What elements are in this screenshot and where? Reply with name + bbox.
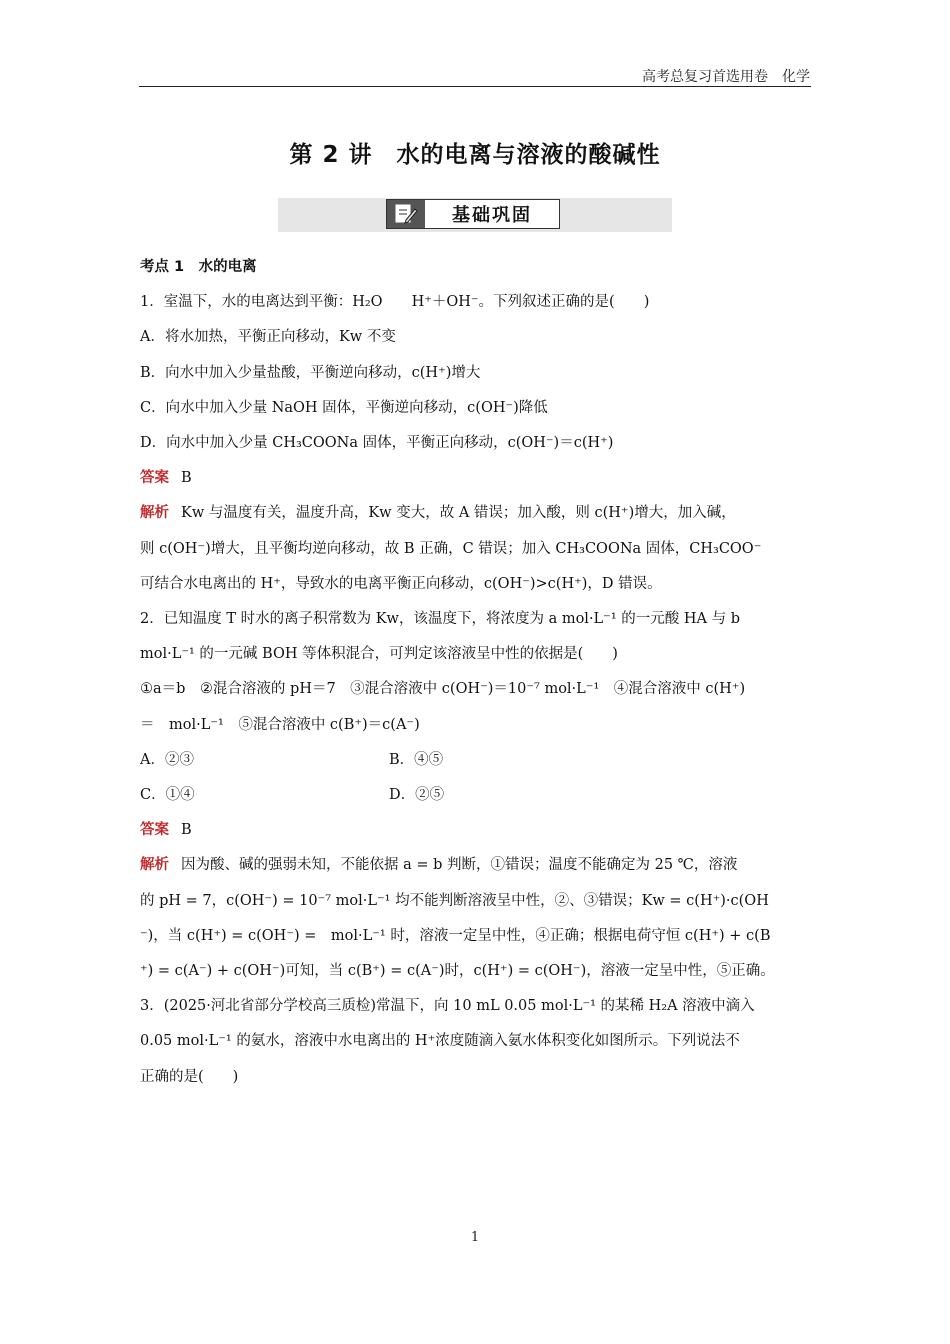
q1-option-a: A．将水加热，平衡正向移动，Kw 不变 (140, 329, 396, 346)
q2-option-a: A．②③ (140, 751, 194, 768)
q2-stem-line-1: 2．已知温度 T 时水的离子积常数为 Kw，该温度下，将浓度为 a mol·L⁻¹ 的一元酸 HA 与 b (140, 611, 740, 628)
q3-stem-line-2: 0.05 mol·L⁻¹ 的氨水，溶液中水电离出的 H⁺浓度随滴入氨水体积变化如图所示。下列说法不 (140, 1033, 740, 1050)
header-divider (139, 86, 811, 87)
page-content (140, 250, 812, 1095)
explanation-text: 因为酸、碱的强弱未知，不能依据 a = b 判断，①错误；温度不能确定为 25 ℃，溶液 (181, 857, 738, 874)
header-book-title: 高考总复习首选用卷 (642, 69, 768, 85)
q1-explanation-line-1 (140, 496, 812, 531)
q2-conditions-line-2: ＝ mol·L⁻¹ ⑤混合溶液中 c(B⁺)＝c(A⁻) (140, 716, 420, 733)
answer-value: B (181, 470, 192, 487)
running-header (628, 66, 810, 86)
q2-option-d: D．②⑤ (389, 787, 445, 804)
answer-value: B (181, 822, 192, 839)
answer-tag: 答案 (140, 470, 169, 487)
q2-stem-line-2: mol·L⁻¹ 的一元碱 BOH 等体积混合，可判定该溶液呈中性的依据是( ) (140, 646, 618, 663)
q2-explanation-line-1 (140, 848, 812, 883)
page-number: 1 (470, 1230, 480, 1245)
q2-options-row-1 (140, 743, 812, 778)
section-title: 考点 1 水的电离 (140, 259, 257, 275)
q1-option-b: B．向水中加入少量盐酸，平衡逆向移动，c(H⁺)增大 (140, 364, 481, 381)
q2-option-b: B．④⑤ (389, 751, 444, 768)
q1-explanation-line-2: 则 c(OH⁻)增大，且平衡均逆向移动，故 B 正确，C 错误；加入 CH₃COONa 固体，CH₃COO⁻ (140, 540, 762, 557)
explanation-tag: 解析 (140, 857, 169, 874)
q1-stem: 1．室温下，水的电离达到平衡：H₂O H⁺＋OH⁻。下列叙述正确的是( ) (140, 294, 650, 311)
banner-box (386, 199, 560, 229)
q2-explanation-line-4: ⁺) = c(A⁻) + c(OH⁻)可知，当 c(B⁺) = c(A⁻)时，c(H⁺) = c(OH⁻)，溶液一定呈中性，⑤正确。 (140, 963, 775, 980)
pencil-icon (387, 200, 425, 228)
section-banner (278, 198, 672, 232)
header-subject: 化学 (782, 69, 810, 85)
q3-stem-line-1: 3．(2025·河北省部分学校高三质检)常温下，向 10 mL 0.05 mol·L⁻¹ 的某稀 H₂A 溶液中滴入 (140, 998, 755, 1015)
q2-explanation-line-2: 的 pH = 7，c(OH⁻) = 10⁻⁷ mol·L⁻¹ 均不能判断溶液呈中性，②、③错误；Kw = c(H⁺)·c(OH (140, 892, 769, 909)
explanation-text: Kw 与温度有关，温度升高，Kw 变大，故 A 错误；加入酸，则 c(H⁺)增大，加入碱， (181, 505, 736, 522)
q2-answer (140, 813, 812, 848)
answer-tag: 答案 (140, 822, 169, 839)
explanation-tag: 解析 (140, 505, 169, 522)
q3-stem-line-3: 正确的是( ) (140, 1068, 239, 1085)
q2-conditions-line-1: ①a＝b ②混合溶液的 pH＝7 ③混合溶液中 c(OH⁻)＝10⁻⁷ mol·L⁻¹ ④混合溶液中 c(H⁺) (140, 681, 746, 698)
q1-explanation-line-3: 可结合水电离出的 H⁺，导致水的电离平衡正向移动，c(OH⁻)>c(H⁺)，D 错误。 (140, 575, 662, 592)
q2-option-c: C．①④ (140, 787, 195, 804)
q1-answer (140, 461, 812, 496)
q2-explanation-line-3: ⁻)，当 c(H⁺) = c(OH⁻) = mol·L⁻¹ 时，溶液一定呈中性，④正确；根据电荷守恒 c(H⁺) + c(B (140, 927, 771, 944)
q1-option-c: C．向水中加入少量 NaOH 固体，平衡逆向移动，c(OH⁻)降低 (140, 399, 548, 416)
q2-options-row-2 (140, 778, 812, 813)
banner-label: 基础巩固 (452, 205, 532, 226)
lecture-title: 第 2 讲 水的电离与溶液的酸碱性 (289, 142, 661, 168)
q1-option-d: D．向水中加入少量 CH₃COONa 固体，平衡正向移动，c(OH⁻)＝c(H⁺) (140, 435, 614, 452)
